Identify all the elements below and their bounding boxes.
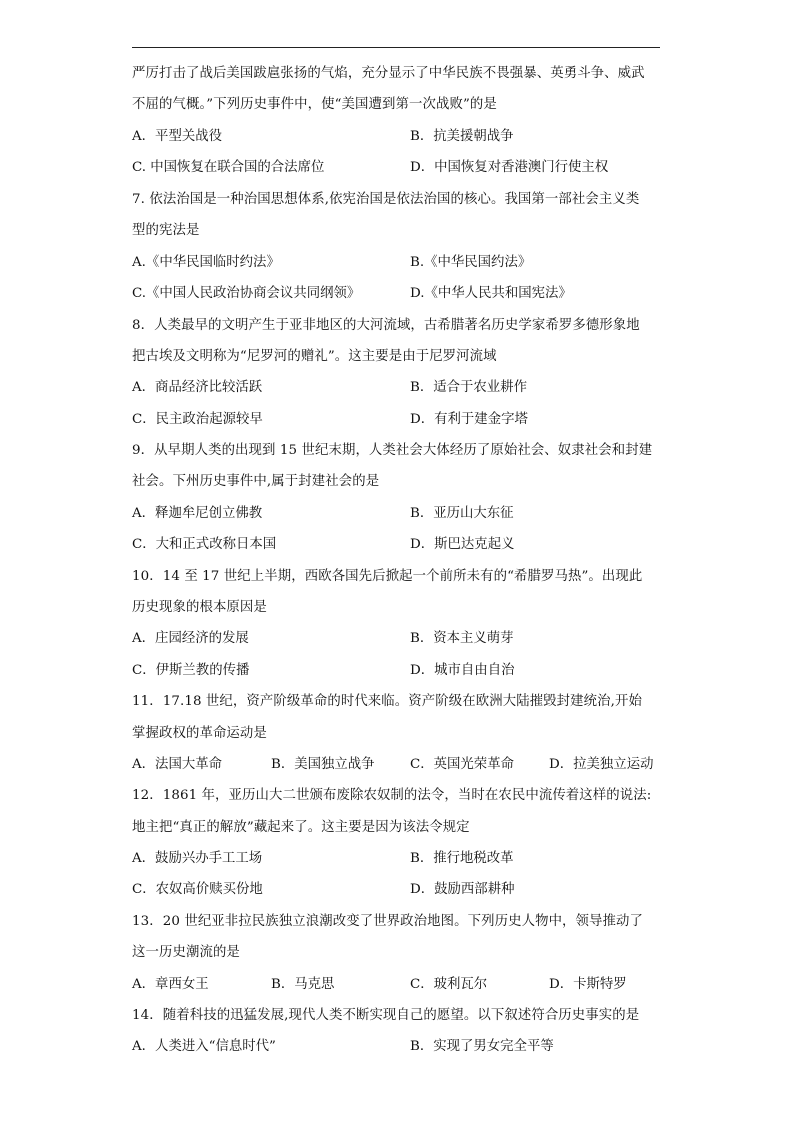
question-13-option-a[interactable]: A．章西女王 (132, 977, 209, 992)
question-8-option-b[interactable]: B．适合于农业耕作 (410, 380, 527, 395)
question-12-option-a[interactable]: A．鼓励兴办手工工场 (132, 851, 263, 866)
question-7-option-b[interactable]: B.《中华民国约法》 (410, 255, 532, 270)
question-6-option-a[interactable]: A．平型关战役 (132, 129, 223, 144)
question-14-option-b[interactable]: B．实现了男女完全平等 (410, 1039, 554, 1054)
question-10-option-d[interactable]: D．城市自由自治 (410, 663, 515, 678)
question-12-option-d[interactable]: D．鼓励西部耕种 (410, 882, 515, 897)
question-13-option-d[interactable]: D．卡斯特罗 (549, 977, 627, 992)
header-rule (132, 47, 660, 48)
question-8-option-c[interactable]: C．民主政治起源较早 (132, 412, 263, 427)
question-7-stem-line-1: 7. 依法治国是一种治国思想体系,依宪治国是依法治国的核心。我国第一部社会主义类 (132, 192, 640, 207)
question-12-option-b[interactable]: B．推行地税改革 (410, 851, 514, 866)
question-6-stem-line-1: 严厉打击了战后美国跋扈张扬的气焰，充分显示了中华民族不畏强暴、英勇斗争、威武 (132, 66, 645, 81)
question-9-option-b[interactable]: B．亚历山大东征 (410, 506, 514, 521)
question-6-option-b[interactable]: B．抗美援朝战争 (410, 129, 514, 144)
question-13-stem-line-1: 13．20 世纪亚非拉民族独立浪潮改变了世界政治地图。下列历史人物中，领导推动了 (132, 914, 644, 929)
question-7-option-a[interactable]: A.《中华民国临时约法》 (132, 255, 280, 270)
question-10-option-b[interactable]: B．资本主义萌芽 (410, 631, 514, 646)
question-8-stem-line-2: 把古埃及文明称为“尼罗河的赠礼”。这主要是由于尼罗河流域 (132, 349, 497, 364)
question-11-option-c[interactable]: C．英国光荣革命 (410, 757, 514, 772)
question-11-stem-line-2: 掌握政权的革命运动是 (132, 726, 267, 741)
question-13-option-b[interactable]: B．马克思 (271, 977, 335, 992)
question-11-option-d[interactable]: D．拉美独立运动 (549, 757, 654, 772)
question-11-stem-line-1: 11．17.18 世纪，资产阶级革命的时代来临。资产阶级在欧洲大陆摧毁封建统治,开始 (132, 694, 642, 709)
question-9-stem-line-1: 9．从早期人类的出现到 15 世纪末期，人类社会大体经历了原始社会、奴隶社会和封建 (132, 443, 653, 458)
question-6-option-d[interactable]: D．中国恢复对香港澳门行使主权 (410, 160, 609, 175)
question-7-stem-line-2: 型的宪法是 (132, 223, 200, 238)
question-6-option-c[interactable]: C. 中国恢复在联合国的合法席位 (132, 160, 325, 175)
question-14-stem-line-1: 14．随着科技的迅猛发展,现代人类不断实现自己的愿望。以下叙述符合历史事实的是 (132, 1008, 640, 1023)
question-6-stem-line-2: 不屈的气概。”下列历史事件中，使“美国遭到第一次战败”的是 (132, 97, 497, 112)
question-10-option-a[interactable]: A．庄园经济的发展 (132, 631, 249, 646)
question-10-stem-line-2: 历史现象的根本原因是 (132, 600, 267, 615)
question-8-stem-line-1: 8．人类最早的文明产生于亚非地区的大河流域，古希腊著名历史学家希罗多德形象地 (132, 318, 640, 333)
question-13-stem-line-2: 这一历史潮流的是 (132, 945, 240, 960)
question-9-option-d[interactable]: D．斯巴达克起义 (410, 537, 515, 552)
question-10-option-c[interactable]: C．伊斯兰教的传播 (132, 663, 250, 678)
question-12-stem-line-1: 12．1861 年，亚历山大二世颁布废除农奴制的法令，当时在农民中流传着这样的说法: (132, 788, 652, 803)
question-13-option-c[interactable]: C．玻利瓦尔 (410, 977, 488, 992)
question-11-option-b[interactable]: B．美国独立战争 (271, 757, 375, 772)
question-9-option-a[interactable]: A．释迦牟尼创立佛教 (132, 506, 263, 521)
question-9-stem-line-2: 社会。下州历史事件中,属于封建社会的是 (132, 474, 380, 489)
question-8-option-a[interactable]: A．商品经济比较活跃 (132, 380, 263, 395)
question-8-option-d[interactable]: D．有利于建金字塔 (410, 412, 528, 427)
question-12-stem-line-2: 地主把“真正的解放”藏起来了。这主要是因为该法令规定 (132, 820, 470, 835)
question-12-option-c[interactable]: C．农奴高价赎买份地 (132, 882, 263, 897)
question-10-stem-line-1: 10．14 至 17 世纪上半期，西欧各国先后掀起一个前所未有的“希腊罗马热”。出现此 (132, 569, 643, 584)
question-7-option-d[interactable]: D.《中华人民共和国宪法》 (410, 286, 572, 301)
question-11-option-a[interactable]: A．法国大革命 (132, 757, 223, 772)
question-7-option-c[interactable]: C.《中国人民政治协商会议共同纲领》 (132, 286, 361, 301)
question-14-option-a[interactable]: A．人类进入“信息时代” (132, 1039, 276, 1054)
question-9-option-c[interactable]: C．大和正式改称日本国 (132, 537, 277, 552)
